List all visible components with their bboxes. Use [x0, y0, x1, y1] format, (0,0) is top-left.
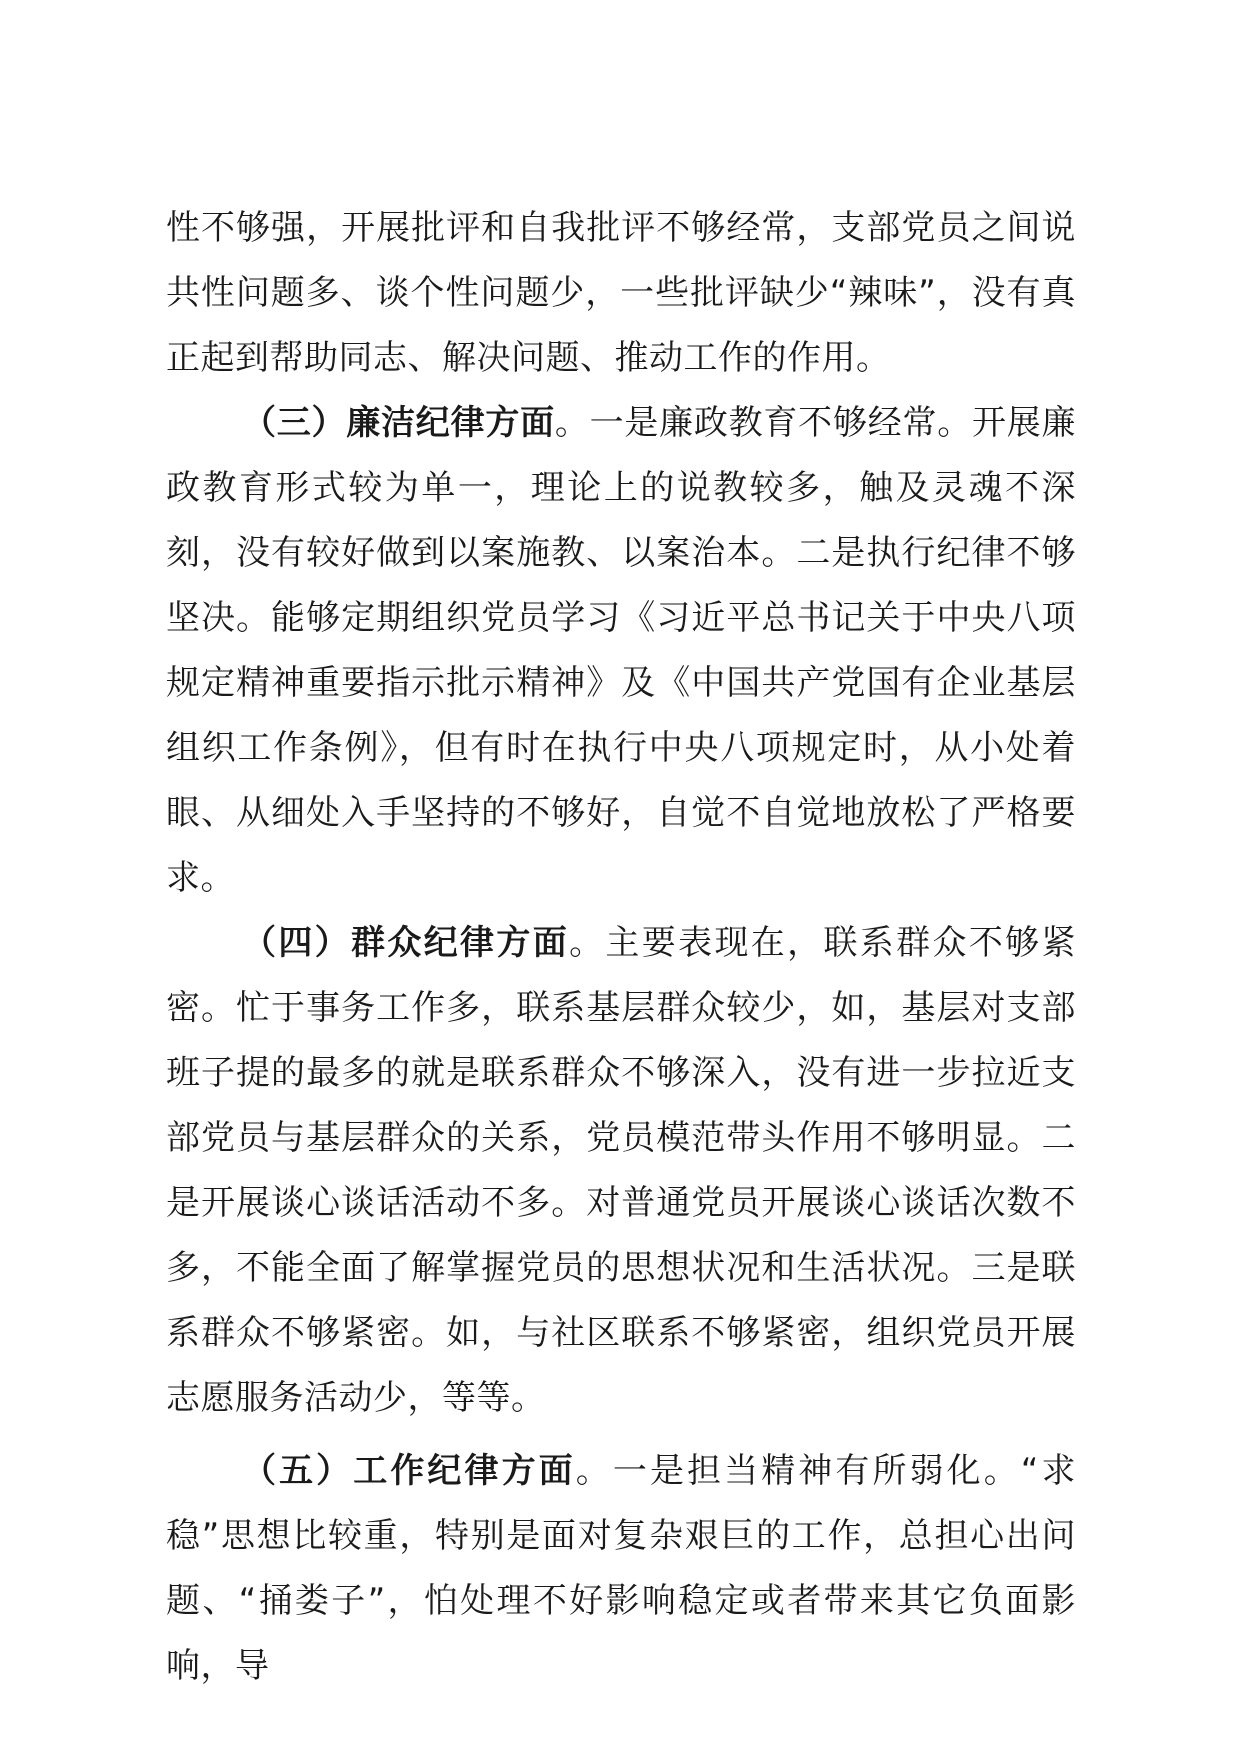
- paragraph-text: 。一是担当精神有所弱化。“求稳”思想比较重，特别是面对复杂艰巨的工作，总担心出问题、“捅娄子”，怕处理不好影响稳定或者带来其它负面影响，导: [166, 1451, 1077, 1686]
- document-body: [166, 196, 1076, 1699]
- paragraph-text: 。主要表现在，联系群众不够紧密。忙于事务工作多，联系基层群众较少，如，基层对支部班子提的最多的就是联系群众不够深入，没有进一步拉近支部党员与基层群众的关系，党员模范带头作用不够明显。二是开展谈心谈话活动不多。对普通党员开展谈心谈话次数不多，不能全面了解掌握党员的思想状况和生活状况。三是联系群众不够紧密。如，与社区联系不够紧密，组织党员开展志愿服务活动少，等等。: [166, 923, 1077, 1418]
- paragraph-continuation: [166, 196, 1076, 391]
- paragraph-text: 。一是廉政教育不够经常。开展廉政教育形式较为单一，理论上的说教较多，触及灵魂不深刻，没有较好做到以案施教、以案治本。二是执行纪律不够坚决。能够定期组织党员学习《习近平总书记关于中央八项规定精神重要指示批示精神》及《中国共产党国有企业基层组织工作条例》，但有时在执行中央八项规定时，从小处着眼、从细处入手坚持的不够好，自觉不自觉地放松了严格要求。: [166, 403, 1077, 898]
- paragraph-text: 性不够强，开展批评和自我批评不够经常，支部党员之间说共性问题多、谈个性问题少，一些批评缺少“辣味”，没有真正起到帮助同志、解决问题、推动工作的作用。: [166, 208, 1076, 378]
- section-heading: （三）廉洁纪律方面: [242, 403, 555, 443]
- section-heading: （四）群众纪律方面: [242, 923, 570, 963]
- section-heading: （五）工作纪律方面: [242, 1451, 576, 1491]
- paragraph-work-discipline: [166, 1439, 1076, 1699]
- paragraph-integrity-discipline: [166, 391, 1076, 911]
- paragraph-mass-discipline: [166, 911, 1076, 1431]
